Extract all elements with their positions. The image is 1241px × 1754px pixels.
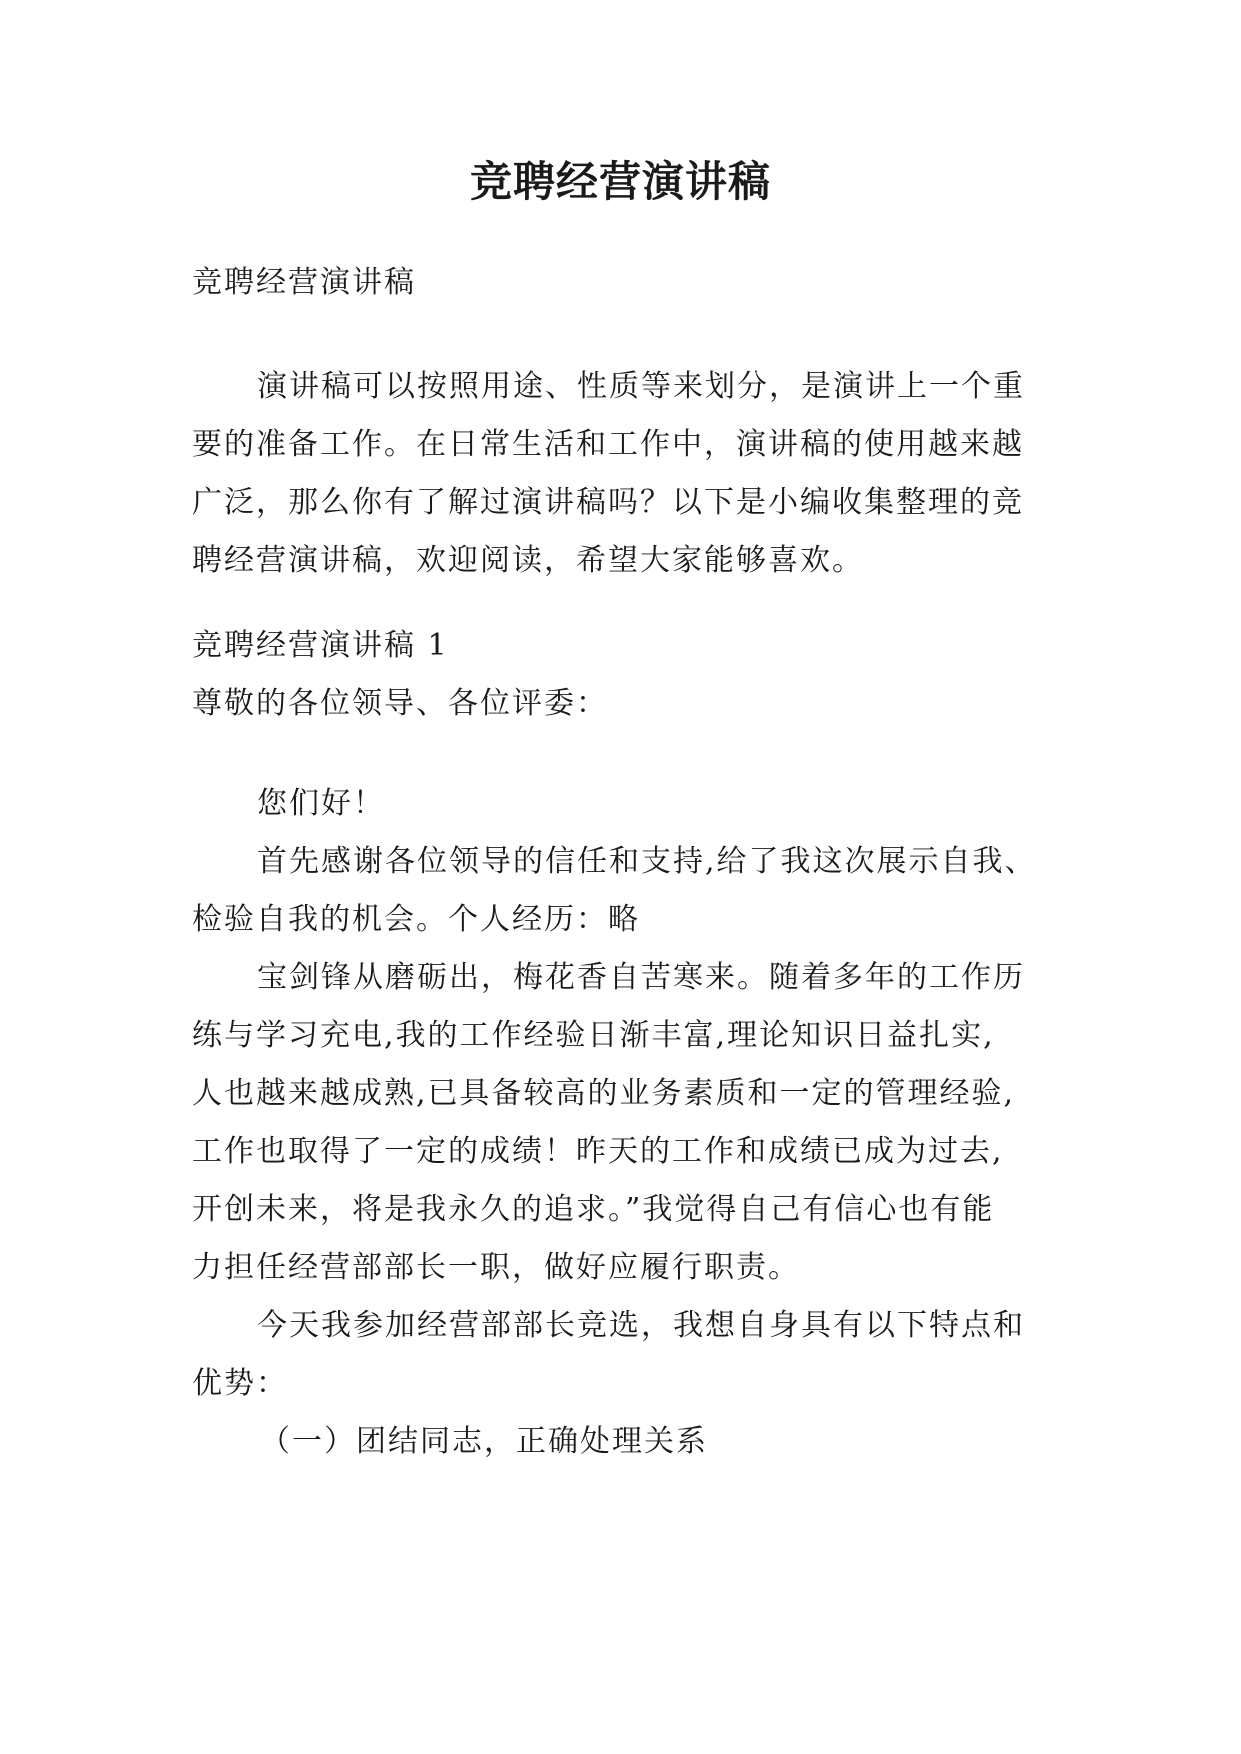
para1-line: 首先感谢各位领导的信任和支持,给了我这次展示自我、 bbox=[257, 844, 1037, 879]
point-heading: （一）团结同志，正确处理关系 bbox=[260, 1424, 708, 1459]
para1-line: 检验自我的机会。个人经历：略 bbox=[192, 902, 640, 937]
intro-line: 演讲稿可以按照用途、性质等来划分，是演讲上一个重 bbox=[257, 369, 1025, 404]
greeting: 您们好！ bbox=[257, 786, 385, 821]
para2-line: 开创未来，将是我永久的追求。”我觉得自己有信心也有能 bbox=[192, 1192, 995, 1227]
intro-paragraph bbox=[192, 358, 1060, 590]
para2-line: 人也越来越成熟,已具备较高的业务素质和一定的管理经验, bbox=[192, 1076, 1016, 1111]
section-heading: 竞聘经营演讲稿 1 bbox=[192, 628, 449, 663]
subtitle-text: 竞聘经营演讲稿 bbox=[192, 265, 416, 300]
section-heading-block bbox=[192, 617, 1060, 733]
intro-line: 聘经营演讲稿，欢迎阅读，希望大家能够喜欢。 bbox=[192, 543, 864, 578]
para2-line: 练与学习充电,我的工作经验日渐丰富,理论知识日益扎实, bbox=[192, 1018, 995, 1053]
para2-line: 力担任经营部部长一职，做好应履行职责。 bbox=[192, 1250, 800, 1285]
intro-line: 广泛，那么你有了解过演讲稿吗？以下是小编收集整理的竞 bbox=[192, 485, 1024, 520]
para3-line: 优势： bbox=[192, 1366, 288, 1401]
para2-line: 工作也取得了一定的成绩！昨天的工作和成绩已成为过去, bbox=[192, 1134, 1004, 1169]
para3-line: 今天我参加经营部部长竞选，我想自身具有以下特点和 bbox=[257, 1308, 1025, 1343]
speech-body bbox=[192, 775, 1060, 1471]
document-title: 竞聘经营演讲稿 bbox=[469, 157, 771, 206]
salutation: 尊敬的各位领导、各位评委： bbox=[192, 686, 608, 721]
para2-line: 宝剑锋从磨砺出，梅花香自苦寒来。随着多年的工作历 bbox=[257, 960, 1025, 995]
intro-line: 要的准备工作。在日常生活和工作中，演讲稿的使用越来越 bbox=[192, 427, 1024, 462]
document-subtitle bbox=[192, 254, 1060, 312]
